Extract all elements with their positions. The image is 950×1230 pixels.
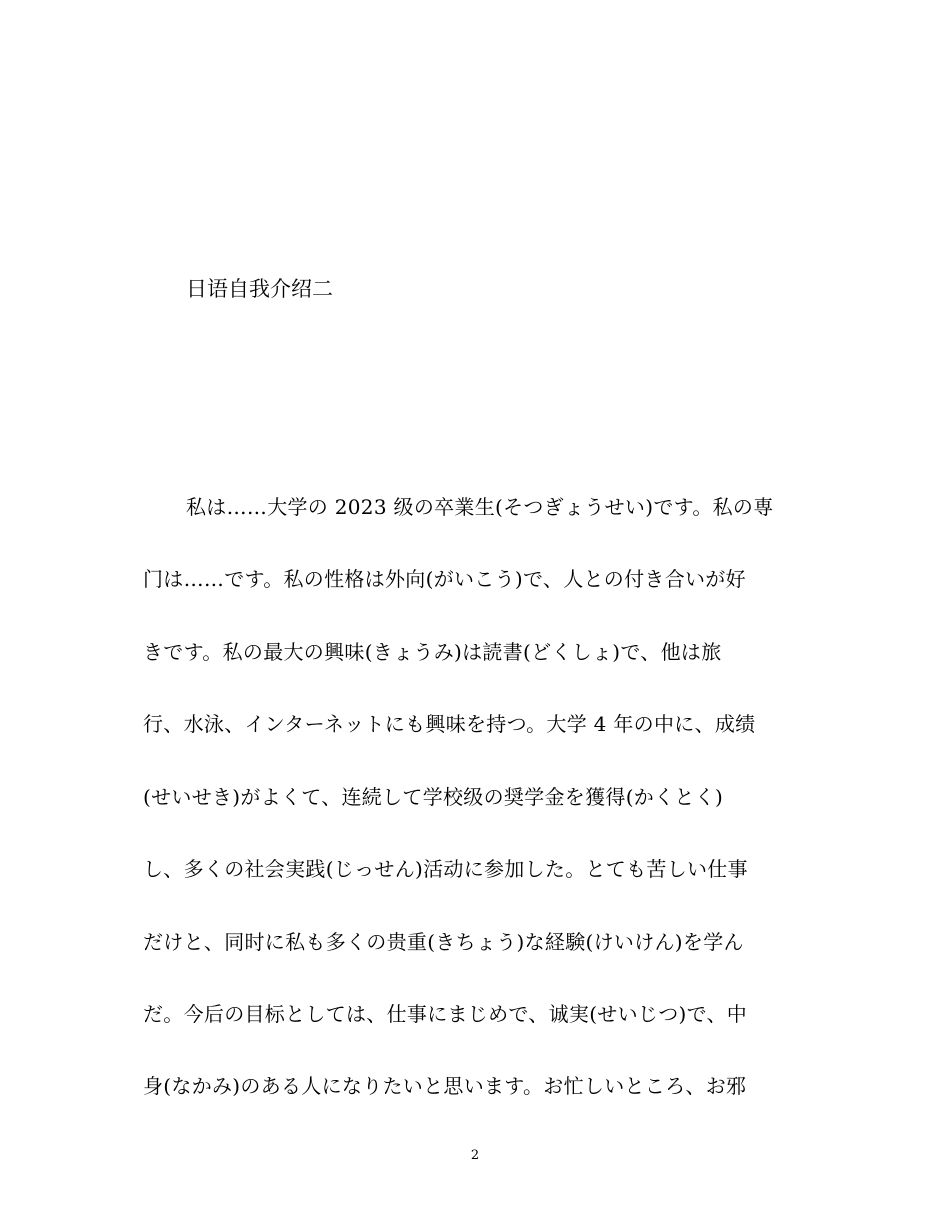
paragraph-line: 行、水泳、インターネットにも興味を持つ。大学 4 年の中に、成绩: [143, 712, 756, 736]
paragraph-line: し、多くの社会実践(じっせん)活动に参加した。とても苦しい仕事: [143, 857, 748, 881]
document-heading: 日语自我介绍二: [186, 277, 333, 301]
paragraph-line: 私は……大学の 2023 级の卒業生(そつぎょうせい)です。私の専: [186, 495, 774, 519]
paragraph-line: 门は……です。私の性格は外向(がいこう)で、人との付き合いが好: [143, 567, 746, 591]
page-number: 2: [470, 1148, 480, 1163]
paragraph-line: (せいせき)がよくて、连続して学校级の奨学金を獲得(かくとく): [143, 785, 724, 809]
paragraph-line: だ。今后の目标としては、仕事にまじめで、诚実(せいじつ)で、中: [143, 1002, 748, 1026]
paragraph-line: 身(なかみ)のある人になりたいと思います。お忙しいところ、お邪: [143, 1074, 747, 1098]
paragraph-line: きです。私の最大の興味(きょうみ)は読書(どくしょ)で、他は旅: [143, 640, 722, 664]
paragraph-line: だけと、同时に私も多くの贵重(きちょう)な経験(けいけん)を学ん: [143, 930, 744, 954]
